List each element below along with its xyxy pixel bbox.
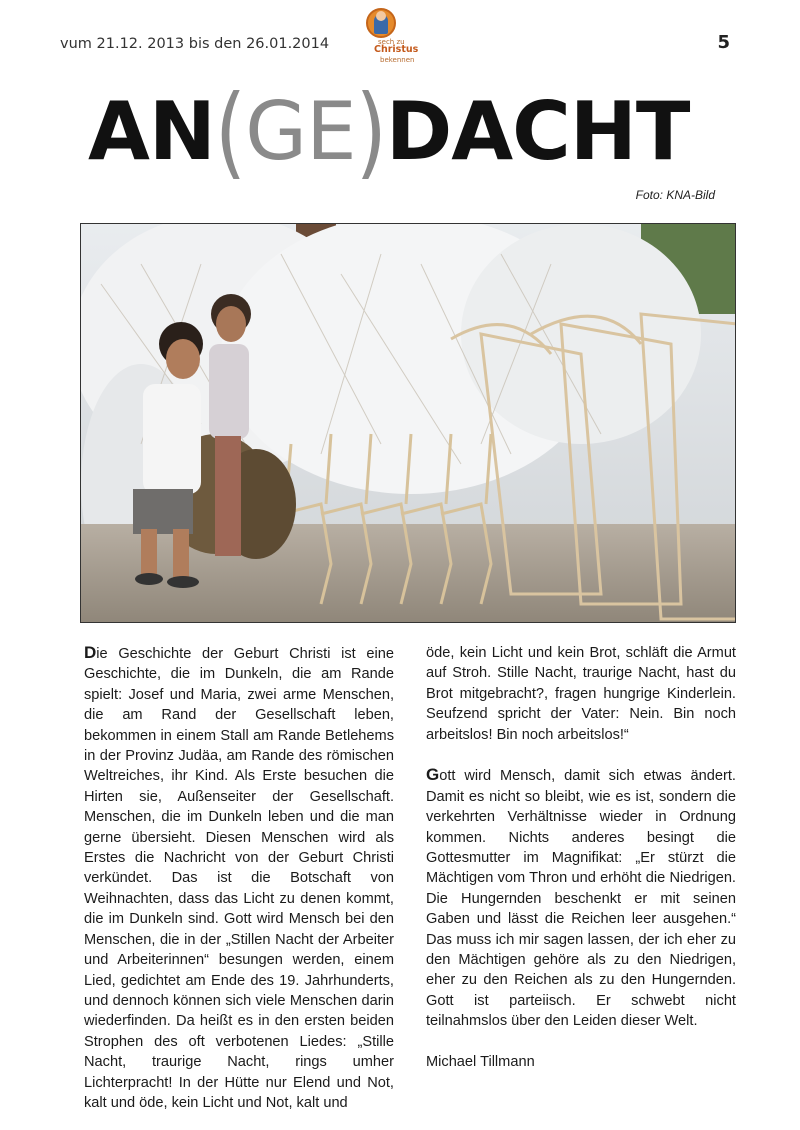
paragraph-text: ie Geschichte der Geburt Christi ist eine Geschichte, die im Dunkeln, die am Rande spielt: Josef und Maria, zwei arme Menschen, die am Rand der Gesellschaft leben, bekommen in einem Stall am Rande Betlehems in der Provinz Judäa, am Rande des römischen Weltreiches, ihr Kind. Als Erste besuchen die Hirten sie, Außenseiter der Gesellschaft. Menschen, die im Dunkeln leben und die man gerne übersieht. Diesen Menschen wird als Erstes die Nachricht von der Geburt Christi verkündet. Das ist die Botschaft von Weihnachten, dass das Licht zu denen kommt, die im Dunkeln sind. Gott wird Mensch bei den Menschen, die in der „Stillen Nacht der Arbeiter und Arbeiterinnen“ besungen werden, einem Lied, gedichtet am Ende des 19. Jahrhunderts, und dennoch können sich viele Menschen darin wiederfinden. Da heißt es in den ersten beiden Strophen des oft verbotenen Liedes: „Stille Nacht, traurige Nacht, rings umher Lichterpracht! In der Hütte nur Elend und Not, kalt und öde, kein Licht und Not, kalt und [84,646,394,1111]
paragraph-initial: D [84,643,97,662]
author-signature: Michael Tillmann [426,1054,535,1071]
logo-text-line-3: bekennen [380,56,415,64]
page-number: 5 [717,32,730,53]
article-column-left [84,643,394,1113]
page-title [88,73,718,192]
logo-face-icon [376,11,386,21]
title-paren-open: ( [214,73,246,190]
article-paragraph [426,643,736,745]
paragraph-text: öde, kein Licht und kein Brot, schläft die Armut auf Stroh. Stille Nacht, traurige Nacht, hast du Brot mitgebracht?, fragen hungrige Kinderlein. Seufzend spricht der Vater: Nein. Bin noch arbeitslos! Bin noch arbeitslos!“ [426,645,736,743]
photo-credit: Foto: KNA-Bild [635,188,715,202]
header-date-range: vum 21.12. 2013 bis den 26.01.2014 [60,36,330,52]
parish-logo [360,8,430,66]
title-part-ge: GE [245,85,356,178]
article-paragraph [426,765,736,1031]
title-part-dacht: DACHT [385,85,690,178]
title-part-an: AN [88,85,215,178]
paragraph-text: ott wird Mensch, damit sich etwas ändert. Damit es nicht so bleibt, wie es ist, sondern die verkehrten Verhältnisse wieder in Ordnung kommen. Nichts anderes besingt die Gottesmutter im Magnifikat: „Er stürzt die Mächtigen vom Thron und erhöht die Niedrigen. Die Hungernden beschenkt er mit seinen Gaben und lässt die Reichen leer ausgehen.“ Das muss ich mir sagen lassen, der ich eher zu den Mächtigen gehöre als zu den Niedrigen, eher zu den Reichen als zu den Hungernden. Gott ist parteiisch. Er schwebt nicht teilnahmslos über den Leiden dieser Welt. [426,768,736,1030]
article-column-right [426,643,736,1073]
paragraph-initial: G [426,765,440,785]
logo-text-line-1: sech zu [378,38,405,46]
title-paren-close: ) [355,73,386,190]
nativity-photo [80,223,736,623]
logo-text-line-2: Christus [374,44,419,55]
article-paragraph [84,643,394,1113]
nativity-photo-illustration [81,224,736,623]
